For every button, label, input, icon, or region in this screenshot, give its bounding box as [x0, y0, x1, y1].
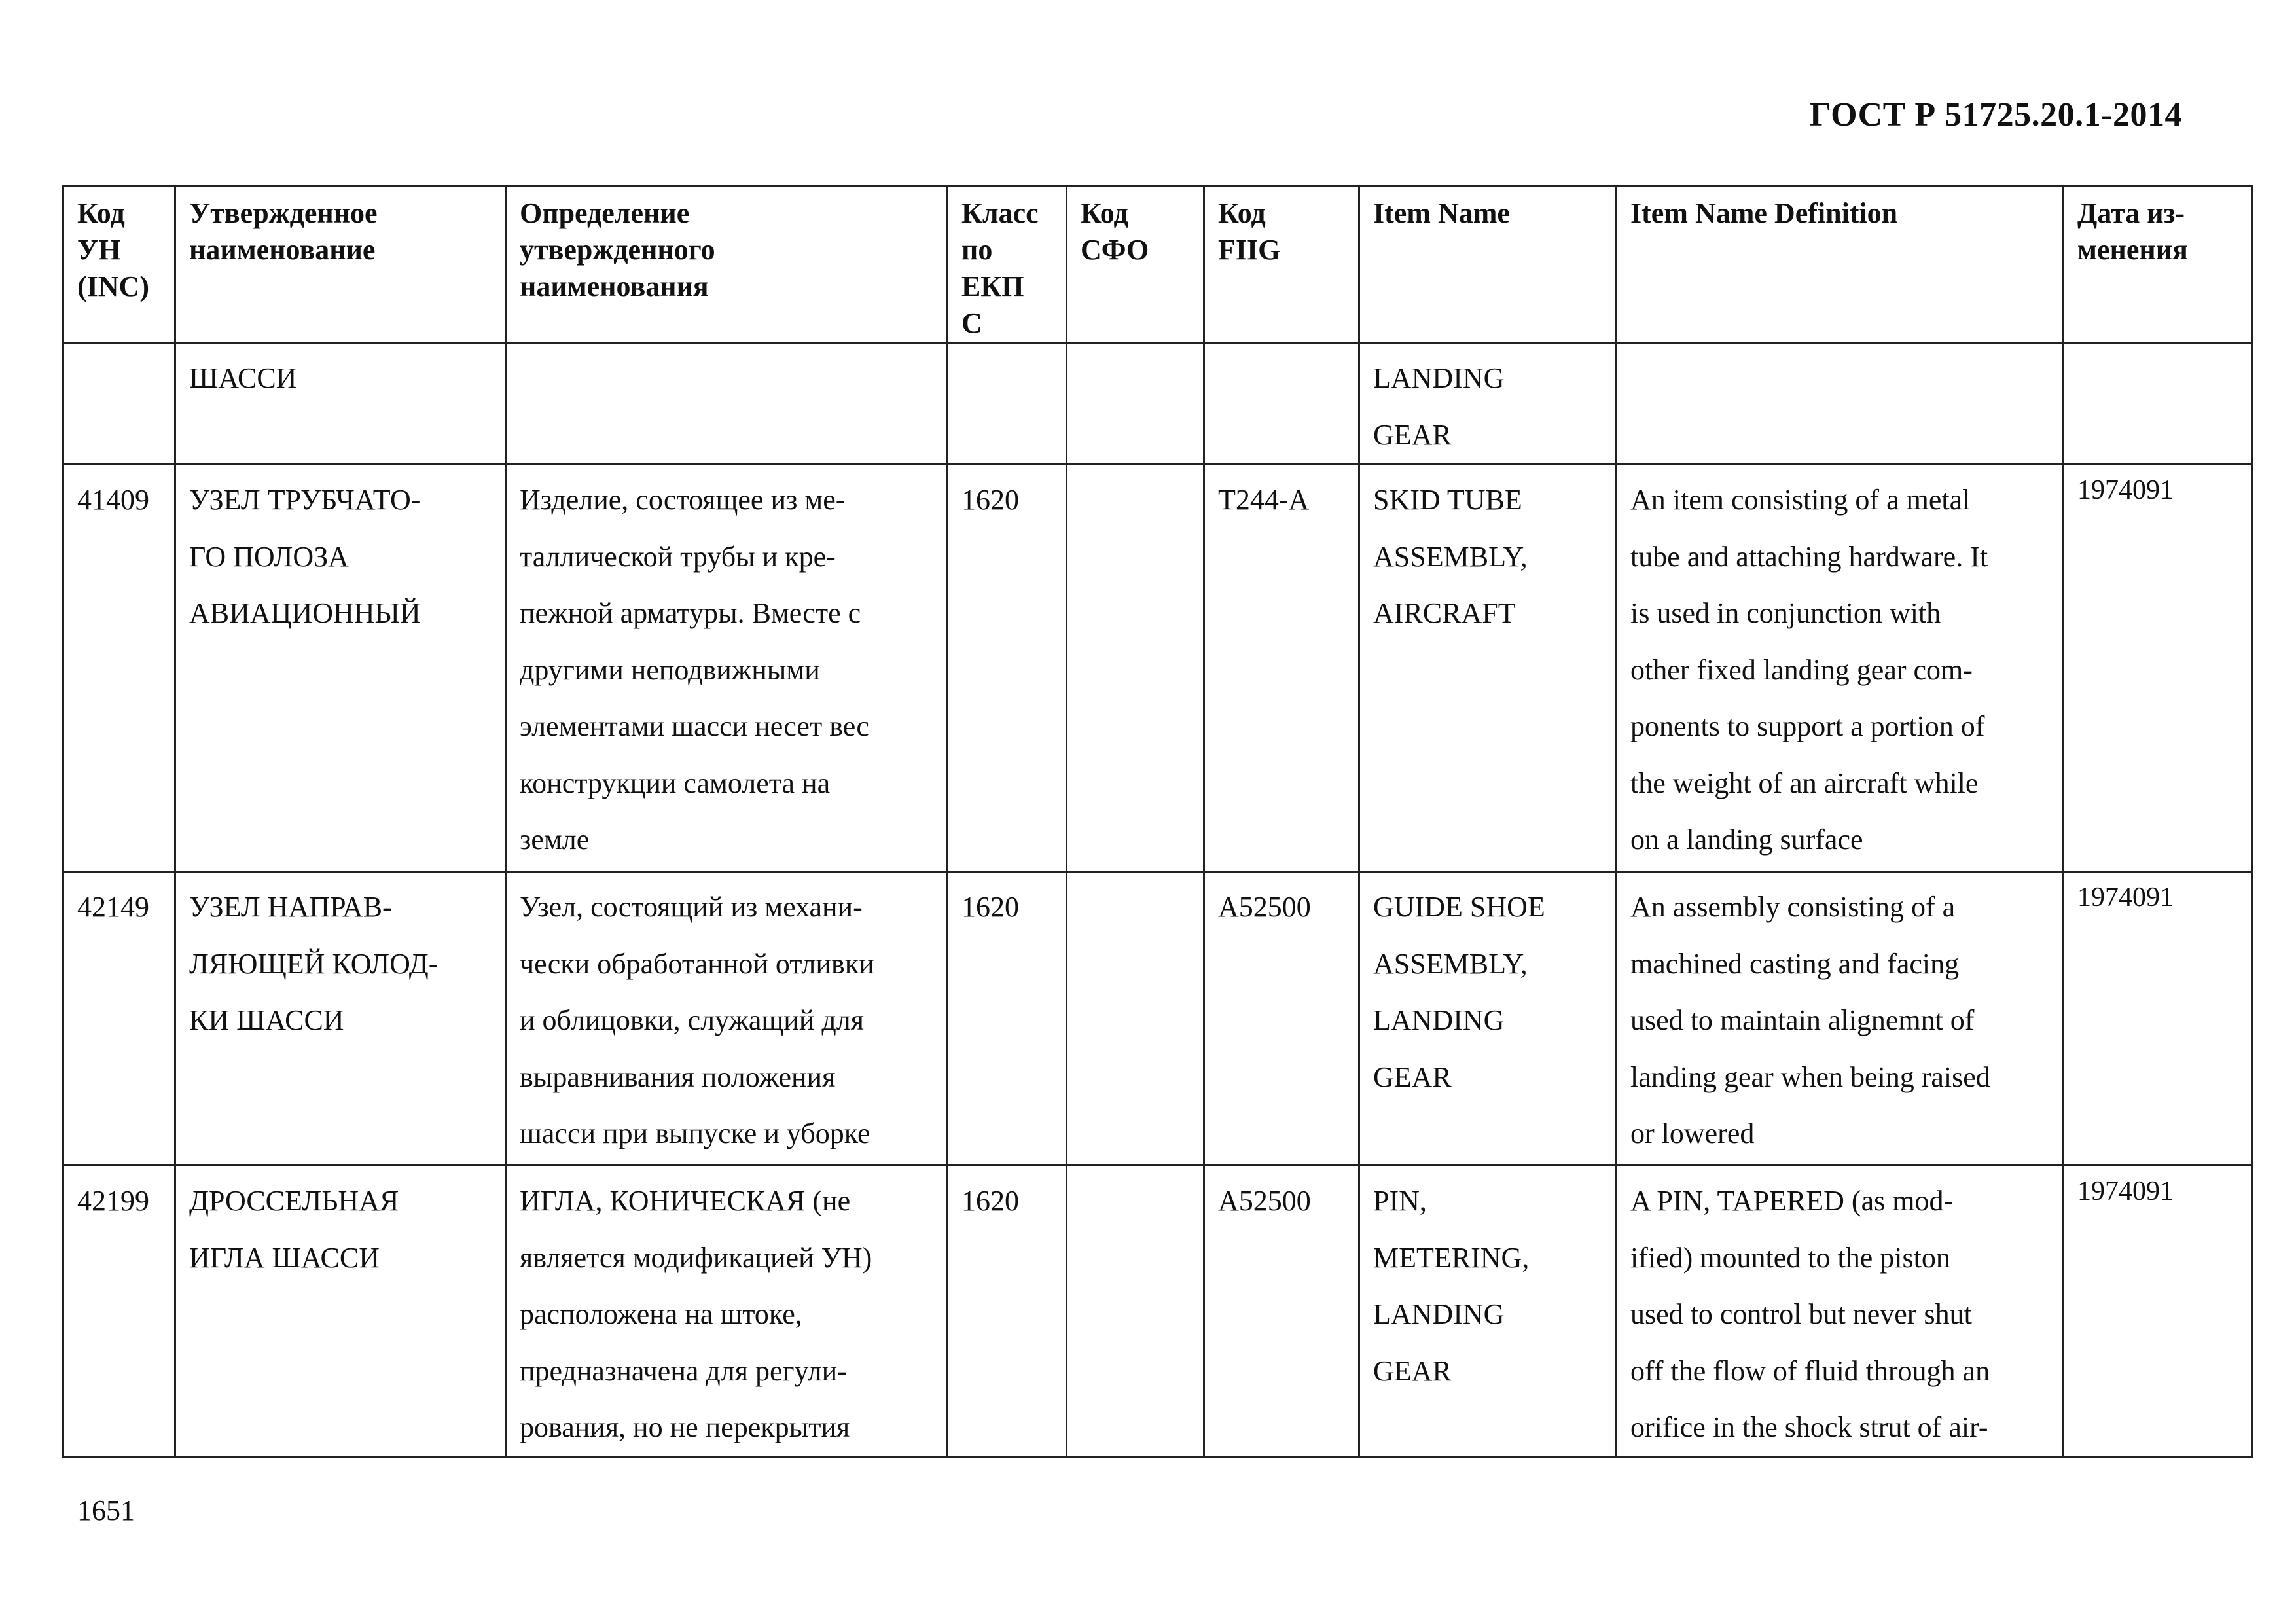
- cell-item-name-definition: [1617, 343, 2064, 465]
- cell-change-date: 1974091: [2064, 1166, 2252, 1458]
- table-row: [63, 872, 2252, 1166]
- cell-class: 1620: [948, 465, 1067, 872]
- cell-approved-name: УЗЕЛ НАПРАВ- ЛЯЮЩЕЙ КОЛОД- КИ ШАССИ: [175, 872, 506, 1166]
- cell-definition: ИГЛА, КОНИЧЕСКАЯ (не является модификацией УН) расположена на штоке, предназначена для регули- рования, но не перекрытия: [506, 1166, 948, 1458]
- cell-change-date: 1974091: [2064, 465, 2252, 872]
- column-header-sfo: Код СФО: [1067, 187, 1204, 343]
- cell-item-name: GUIDE SHOE ASSEMBLY, LANDING GEAR: [1359, 872, 1617, 1166]
- table-row: [63, 465, 2252, 872]
- column-header-inc: Код УН (INC): [63, 187, 175, 343]
- cell-item-name-definition: An assembly consisting of a machined casting and facing used to maintain alignemnt of landing gear when being raised or lowered: [1617, 872, 2064, 1166]
- cell-change-date: [2064, 343, 2252, 465]
- cell-inc: 42149: [63, 872, 175, 1166]
- cell-approved-name: ШАССИ: [175, 343, 506, 465]
- cell-item-name: SKID TUBE ASSEMBLY, AIRCRAFT: [1359, 465, 1617, 872]
- cell-approved-name: УЗЕЛ ТРУБЧАТО- ГО ПОЛОЗА АВИАЦИОННЫЙ: [175, 465, 506, 872]
- cell-change-date: 1974091: [2064, 872, 2252, 1166]
- column-header-item-name-definition: Item Name Definition: [1617, 187, 2064, 343]
- cell-item-name-definition: An item consisting of a metal tube and attaching hardware. It is used in conjunction with other fixed landing gear com- ponents to support a portion of the weight of an aircraft while on a landing surface: [1617, 465, 2064, 872]
- table-row: [63, 343, 2252, 465]
- column-header-class: Класс по ЕКП С: [948, 187, 1067, 343]
- column-header-approved-name: Утвержденное наименование: [175, 187, 506, 343]
- cell-fiig: T244-A: [1204, 465, 1359, 872]
- cell-item-name: LANDING GEAR: [1359, 343, 1617, 465]
- cell-fiig: A52500: [1204, 872, 1359, 1166]
- cell-definition: [506, 343, 948, 465]
- cell-sfo: [1067, 1166, 1204, 1458]
- cell-inc: 41409: [63, 465, 175, 872]
- column-header-change-date: Дата из- менения: [2064, 187, 2252, 343]
- page-number: 1651: [77, 1494, 135, 1526]
- catalog-table: [62, 185, 2253, 1458]
- cell-fiig: [1204, 343, 1359, 465]
- cell-definition: Узел, состоящий из механи- чески обработанной отливки и облицовки, служащий для выравнивания положения шасси при выпуске и уборке: [506, 872, 948, 1166]
- cell-approved-name: ДРОССЕЛЬНАЯ ИГЛА ШАССИ: [175, 1166, 506, 1458]
- cell-fiig: A52500: [1204, 1166, 1359, 1458]
- column-header-item-name: Item Name: [1359, 187, 1617, 343]
- column-header-fiig: Код FIIG: [1204, 187, 1359, 343]
- column-header-definition: Определение утвержденного наименования: [506, 187, 948, 343]
- table-row: [63, 1166, 2252, 1458]
- cell-sfo: [1067, 465, 1204, 872]
- document-standard-number: ГОСТ Р 51725.20.1-2014: [1809, 96, 2182, 134]
- cell-inc: [63, 343, 175, 465]
- cell-sfo: [1067, 343, 1204, 465]
- cell-class: [948, 343, 1067, 465]
- cell-class: 1620: [948, 872, 1067, 1166]
- table-header-row: [63, 187, 2252, 343]
- cell-inc: 42199: [63, 1166, 175, 1458]
- cell-item-name: PIN, METERING, LANDING GEAR: [1359, 1166, 1617, 1458]
- cell-sfo: [1067, 872, 1204, 1166]
- cell-definition: Изделие, состоящее из ме- таллической трубы и кре- пежной арматуры. Вместе с другими неподвижными элементами шасси несет вес конструкции самолета на земле: [506, 465, 948, 872]
- cell-class: 1620: [948, 1166, 1067, 1458]
- cell-item-name-definition: A PIN, TAPERED (as mod- ified) mounted to the piston used to control but never shut off the flow of fluid through an orifice in the shock strut of air-: [1617, 1166, 2064, 1458]
